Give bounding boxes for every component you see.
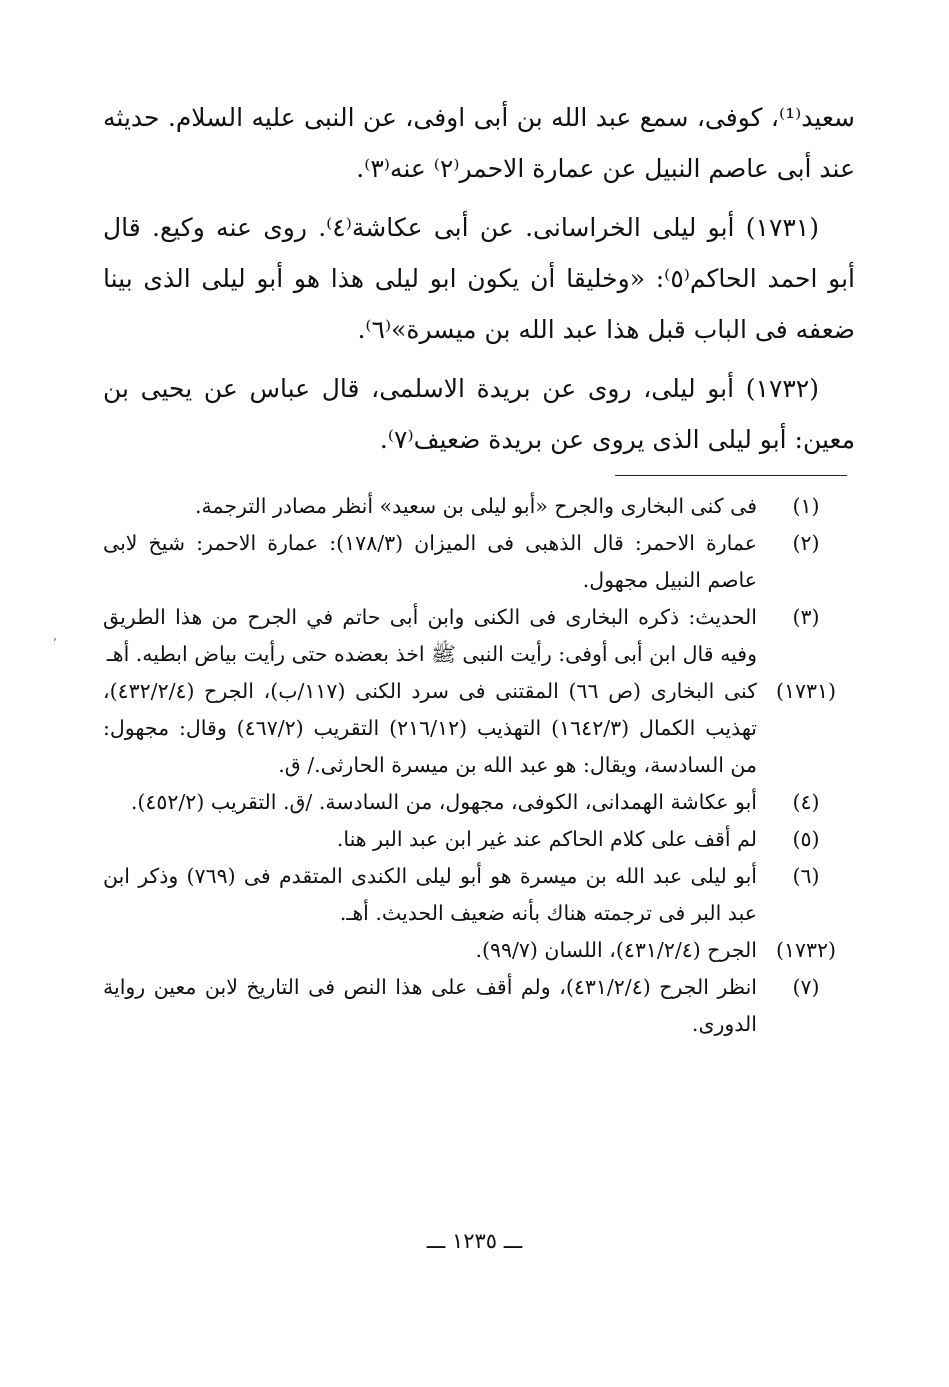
footnote (103, 673, 855, 784)
footnote (103, 488, 855, 525)
paragraph-entry-1731: (١٧٣١) أبو ليلى الخراسانى. عن أبى عكاشة⁽٤⁾. روى عنه وكيع. قال أبو احمد الحاكم⁽٥⁾: «وخليقا أن يكون ابو ليلى هذا هو أبو ليلى الذى بينا ضعفه فى الباب قبل هذا عبد الله بن ميسرة»⁽٦⁾. (103, 213, 856, 344)
footnote-separator (615, 475, 847, 476)
footnote-number: (٦) (792, 864, 820, 888)
footnote-text: لم أقف على كلام الحاكم عند غير ابن عبد البر هنا. (336, 827, 757, 851)
footnote (103, 599, 855, 673)
footnote-number: (١٧٣٢) (775, 938, 837, 962)
paragraph-continuation: سعيد⁽¹⁾، كوفى، سمع عبد الله بن أبى اوفى، عن النبى عليه السلام. حديثه عند أبى عاصم النبيل عن عمارة الاحمر⁽٢⁾ عنه⁽٣⁾. (103, 103, 855, 183)
footnotes (103, 488, 855, 1043)
footnote-text: فى كنى البخارى والجرح «أبو ليلى بن سعيد» أنظر مصادر الترجمة. (195, 494, 757, 518)
footnote-text: أبو ليلى عبد الله بن ميسرة هو أبو ليلى الكندى المتقدم فى (٧٦٩) وذكر ابن عبد البر فى ترجمته هناك بأنه ضعيف الحديث. أهـ. (103, 864, 757, 925)
footnote-text: كنى البخارى (ص ٦٦) المقتنى فى سرد الكنى (١١٧/ب)، الجرح (٤٣٢/٢/٤)، تهذيب الكمال (١٦٤٢/٣) التهذيب (٢١٦/١٢) التقريب (٤٦٧/٢) وقال: مجهول: من السادسة، ويقال: هو عبد الله بن ميسرة الحارثى./ ق. (103, 679, 757, 777)
footnote-text: الحديث: ذكره البخارى فى الكنى وابن أبى حاتم في الجرح من هذا الطريق وفيه قال ابن أبى أوفى: رأيت النبى ﷺ اخذ بعضده حتى رأيت بياض ابطيه. أهـ (103, 605, 757, 666)
margin-mark: ٬ (53, 636, 57, 650)
footnote (103, 821, 855, 858)
footnote (103, 525, 855, 599)
footnote-number: (١٧٣١) (775, 679, 837, 703)
footnote-text: انظر الجرح (٤٣١/٢/٤)، ولم أقف على هذا النص فى التاريخ لابن معين رواية الدورى. (103, 975, 757, 1036)
footnote-text: عمارة الاحمر: قال الذهبى فى الميزان (١٧٨/٣): عمارة الاحمر: شيخ لابى عاصم النبيل مجهول. (103, 531, 757, 592)
footnote (103, 969, 855, 1043)
footnote-text: الجرح (٤٣١/٢/٤)، اللسان (٩٩/٧). (475, 938, 757, 962)
footnote-number: (٣) (792, 605, 820, 629)
footnote-number: (٥) (792, 827, 820, 851)
footnote (103, 858, 855, 932)
footnote-number: (٤) (792, 790, 820, 814)
footnote (103, 784, 855, 821)
footnote (103, 932, 855, 969)
paragraph-entry-1732: (١٧٣٢) أبو ليلى، روى عن بريدة الاسلمى، قال عباس عن يحيى بن معين: أبو ليلى الذى يروى عن بريدة ضعيف⁽٧⁾. (103, 374, 855, 454)
footnote-number: (٧) (792, 975, 820, 999)
footnote-text: أبو عكاشة الهمدانى، الكوفى، مجهول، من السادسة. /ق. التقريب (٤٥٢/٢). (130, 790, 757, 814)
footnote-number: (١) (792, 494, 820, 518)
page-number: ـــ ١٢٣٥ ـــ (426, 1229, 523, 1253)
main-text (103, 92, 855, 473)
footnote-number: (٢) (792, 531, 820, 555)
